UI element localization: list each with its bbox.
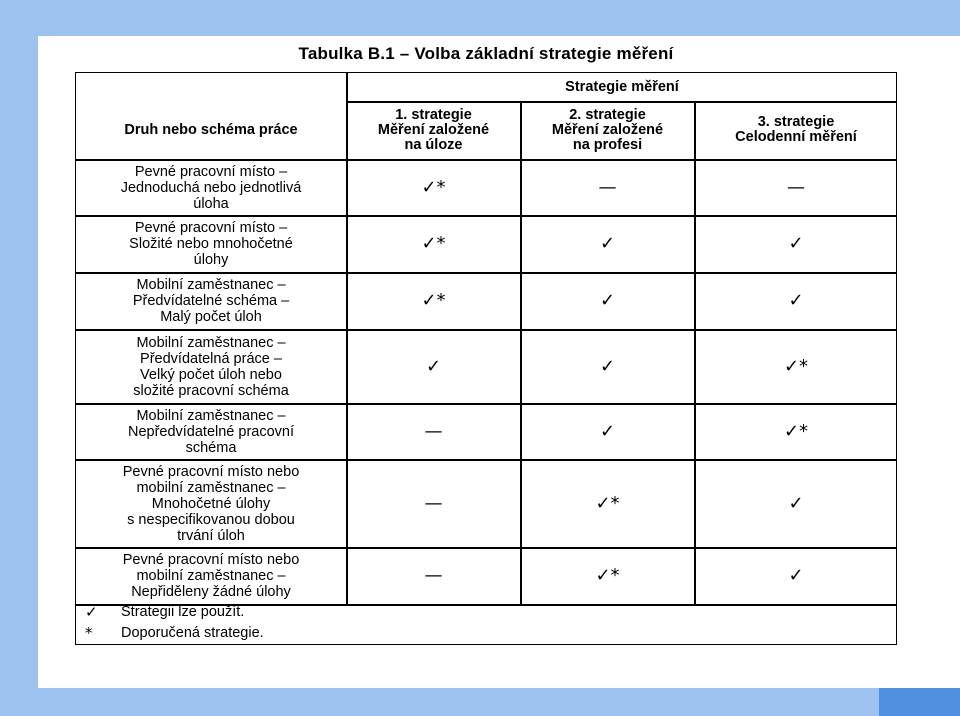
header-druh-prace: Druh nebo schéma práce [124,121,298,138]
table-title: Tabulka B.1 – Volba základní strategie měření [298,44,674,63]
strategy-mark: ✓* [595,492,620,514]
strategy-mark: ✓ [788,492,804,514]
check-icon: ✓ [85,603,98,621]
legend-item-asterisk [85,624,264,642]
strategy-mark: ✓ [788,233,804,254]
header-strategie-3: 3. strategie Celodenní měření [735,114,857,145]
row-label: Pevné pracovní místo nebo mobilní zaměstnanec – Nepřiděleny žádné úlohy [122,552,300,600]
strategy-mark: — [424,565,443,586]
slide-corner-decoration [879,688,960,716]
row-label: Pevné pracovní místo – Jednoduchá nebo jednotlivá úloha [120,163,302,212]
strategy-mark: ✓ [599,355,616,377]
strategy-mark: ✓ [599,233,616,254]
strategy-mark: — [787,176,805,198]
row-label: Pevné pracovní místo nebo mobilní zaměstnanec – Mnohočetné úlohy s nespecifikovanou dobou trvání úloh [122,463,300,544]
strategy-mark: ✓ [599,420,616,442]
strategy-mark: ✓* [421,176,446,198]
row-label: Pevné pracovní místo – Složité nebo mnohočetné úlohy [129,220,293,268]
legend-text: Doporučená strategie. [121,625,264,641]
strategy-table [75,72,897,645]
strategy-mark: ✓ [788,290,804,311]
strategy-mark: ✓ [788,565,804,586]
strategy-mark: ✓* [783,420,809,442]
strategy-mark: — [424,420,443,442]
asterisk-icon: * [85,624,93,642]
header-strategie-1: 1. strategie Měření založené na úloze [377,106,490,153]
strategy-mark: ✓* [595,565,620,586]
strategy-mark: ✓ [425,355,442,377]
strategy-mark: ✓* [421,233,446,254]
header-strategie-2: 2. strategie Měření založené na profesi [551,106,664,153]
strategy-mark: — [424,492,443,514]
row-label: Mobilní zaměstnanec – Nepředvídatelné pracovní schéma [127,407,295,456]
strategy-mark: ✓* [421,290,446,311]
row-label: Mobilní zaměstnanec – Předvídatelná práce – Velký počet úloh nebo složité pracovní schéma [133,334,289,399]
strategy-mark: — [598,176,617,198]
legend-item-check [85,603,244,621]
legend-text: Strategii lze použít. [121,604,245,620]
group-header-strategie-mereni: Strategie měření [565,78,679,95]
row-label: Mobilní zaměstnanec – Předvídatelné schéma – Malý počet úloh [132,277,290,325]
strategy-mark: ✓* [783,355,809,377]
strategy-mark: ✓ [599,290,616,311]
